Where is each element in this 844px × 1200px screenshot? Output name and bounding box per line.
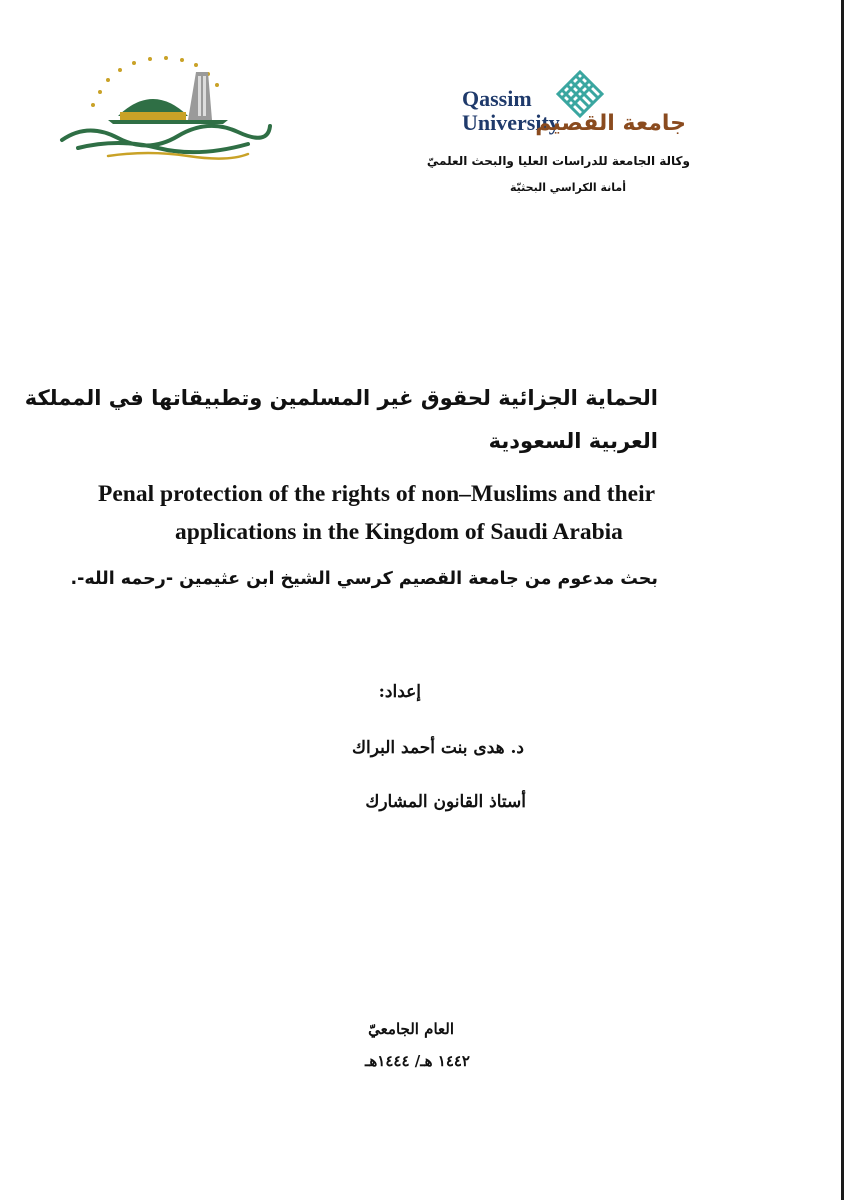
english-title-line-1: Penal protection of the rights of non–Muslims and their [98,481,656,507]
secretariat-line: أمانة الكراسي البحثيّة [510,181,626,194]
english-title-line-2: applications in the Kingdom of Saudi Arabia [175,519,623,545]
support-note: بحث مدعوم من جامعة القصيم كرسي الشيخ ابن عثيمين -رحمه الله-. [70,569,658,589]
university-name-en-1: Qassim [462,86,532,111]
university-logo [458,64,690,144]
academic-year-label: العام الجامعيّ [368,1020,454,1038]
arabic-title-line-1: الحماية الجزائية لحقوق غير المسلمين وتطبيقاتها في المملكة [24,386,658,410]
lattice-emblem-icon [558,72,602,116]
university-name-ar: جامعة القصيم [535,111,686,136]
building-icon [108,72,228,124]
academic-year: ١٤٤٢ هـ/ ١٤٤٤هـ [364,1052,470,1070]
university-name-en-2: University [462,110,560,135]
author-name: د. هدى بنت أحمد البراك [351,738,524,758]
prepared-by-label: إعداد: [378,682,421,702]
agency-line: وكالة الجامعة للدراسات العليا والبحث العلميّ [426,154,690,168]
calligraphy-mark [62,126,270,152]
arabic-title-line-2: العربية السعودية [488,429,658,453]
author-position: أستاذ القانون المشارك [365,792,526,812]
chair-logo [48,52,280,172]
